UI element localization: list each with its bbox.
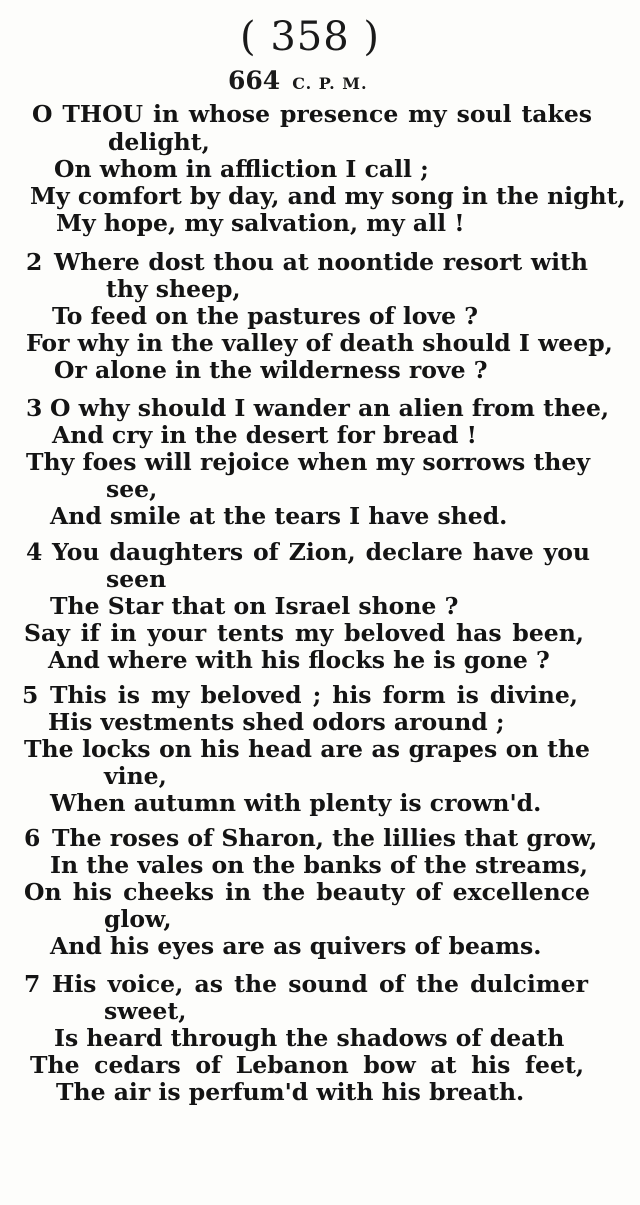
stanza-number: 6 xyxy=(24,824,41,852)
verse-line: Say if in your tents my beloved has been, xyxy=(24,619,584,647)
stanza-number: 3 xyxy=(26,394,43,422)
verse-line: see, xyxy=(106,475,158,503)
verse-line: This is my beloved ; his form is divine, xyxy=(50,681,578,709)
verse-line: vine, xyxy=(104,762,167,790)
stanza-number: 7 xyxy=(24,970,41,998)
stanza-number: 5 xyxy=(22,681,39,709)
verse-line: Thy foes will rejoice when my sorrows they xyxy=(26,448,590,476)
verse-line: The cedars of Lebanon bow at his feet, xyxy=(30,1051,584,1079)
verse-line: Where dost thou at noontide resort with xyxy=(54,248,588,276)
verse-line: You daughters of Zion, declare have you xyxy=(52,538,590,566)
verse-line: delight, xyxy=(108,128,210,156)
verse-line: On his cheeks in the beauty of excellence xyxy=(24,878,590,906)
verse-line: O why should I wander an alien from thee, xyxy=(50,394,610,422)
page-number: ( 358 ) xyxy=(240,14,380,60)
verse-line xyxy=(24,970,46,998)
verse-line: In the vales on the banks of the streams, xyxy=(50,851,588,879)
stanza-number: 4 xyxy=(26,538,43,566)
hymn-meter: C. P. M. xyxy=(292,74,368,93)
verse-line xyxy=(22,681,44,709)
verse-line: The air is perfum'd with his breath. xyxy=(56,1078,525,1106)
verse-line: And smile at the tears I have shed. xyxy=(50,502,508,530)
verse-line: To feed on the pastures of love ? xyxy=(52,302,478,330)
verse-line: seen xyxy=(106,565,167,593)
verse-line: His voice, as the sound of the dulcimer xyxy=(52,970,588,998)
verse-line: And his eyes are as quivers of beams. xyxy=(50,932,542,960)
verse-line: Or alone in the wilderness rove ? xyxy=(54,356,488,384)
verse-line xyxy=(26,538,48,566)
verse-line: My comfort by day, and my song in the night, xyxy=(30,182,626,210)
hymn-number: 664 xyxy=(228,66,281,95)
stanza-number: 2 xyxy=(26,248,43,276)
verse-line: Is heard through the shadows of death xyxy=(54,1024,565,1052)
verse-line: On whom in affliction I call ; xyxy=(54,155,429,183)
verse-line: glow, xyxy=(104,905,172,933)
verse-line: The Star that on Israel shone ? xyxy=(50,592,459,620)
verse-line xyxy=(26,248,48,276)
verse-line: O THOU in whose presence my soul takes xyxy=(32,100,592,128)
verse-line: The locks on his head are as grapes on the xyxy=(24,735,590,763)
verse-line: sweet, xyxy=(104,997,187,1025)
verse-line: My hope, my salvation, my all ! xyxy=(56,209,465,237)
hymn-heading xyxy=(228,66,368,95)
verse-line: His vestments shed odors around ; xyxy=(48,708,505,736)
verse-line: For why in the valley of death should I weep, xyxy=(26,329,613,357)
verse-line: And cry in the desert for bread ! xyxy=(52,421,477,449)
verse-line: When autumn with plenty is crown'd. xyxy=(50,789,542,817)
verse-line: And where with his flocks he is gone ? xyxy=(48,646,550,674)
verse-line: The roses of Sharon, the lillies that grow, xyxy=(52,824,598,852)
verse-line xyxy=(26,394,48,422)
verse-line: thy sheep, xyxy=(106,275,241,303)
verse-line xyxy=(24,824,46,852)
